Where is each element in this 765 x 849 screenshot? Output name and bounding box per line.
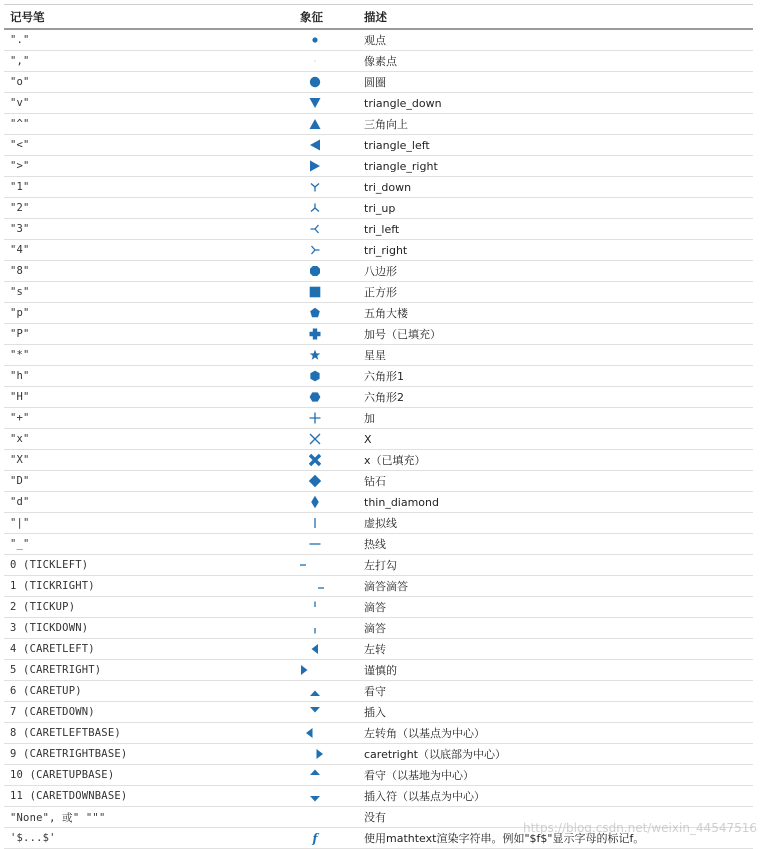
marker-code: 0 (TICKLEFT) [4, 555, 294, 576]
triangle-up-icon [294, 115, 338, 133]
marker-code: 6 (CARETUP) [4, 681, 294, 702]
marker-code: "1" [4, 177, 294, 198]
marker-code: ">" [4, 156, 294, 177]
marker-description: 看守（以基地为中心） [358, 765, 753, 786]
marker-description: 六角形1 [358, 366, 753, 387]
marker-symbol-cell [294, 135, 358, 156]
marker-code: "*" [4, 345, 294, 366]
marker-code: "|" [4, 513, 294, 534]
marker-description: 钻石 [358, 471, 753, 492]
tickleft-icon [294, 556, 338, 574]
tickright-icon [294, 577, 338, 595]
x-filled-icon [294, 451, 338, 469]
marker-code: "4" [4, 240, 294, 261]
marker-code: "p" [4, 303, 294, 324]
marker-code: "s" [4, 282, 294, 303]
marker-symbol-cell [294, 786, 358, 807]
table-row [4, 324, 753, 345]
marker-symbol-cell [294, 93, 358, 114]
table-row [4, 303, 753, 324]
svg-text:f: f [312, 831, 318, 846]
pixel-marker-icon [294, 52, 338, 70]
marker-code: 7 (CARETDOWN) [4, 702, 294, 723]
marker-table [4, 4, 753, 849]
table-row [4, 513, 753, 534]
marker-code: "," [4, 51, 294, 72]
octagon-icon [294, 262, 338, 280]
thin-diamond-icon [294, 493, 338, 511]
marker-description: 三角向上 [358, 114, 753, 135]
marker-symbol-cell [294, 156, 358, 177]
table-row [4, 51, 753, 72]
marker-description: thin_diamond [358, 492, 753, 513]
table-row [4, 786, 753, 807]
table-row [4, 429, 753, 450]
caretleftbase-icon [294, 724, 338, 742]
plus-icon [294, 409, 338, 427]
tri-up-icon [294, 199, 338, 217]
marker-code: 1 (TICKRIGHT) [4, 576, 294, 597]
marker-symbol-cell [294, 618, 358, 639]
triangle-left-icon [294, 136, 338, 154]
table-row [4, 807, 753, 828]
marker-code: "8" [4, 261, 294, 282]
marker-symbol-cell [294, 681, 358, 702]
marker-symbol-cell [294, 702, 358, 723]
marker-description: 插入符（以基点为中心） [358, 786, 753, 807]
marker-symbol-cell [294, 366, 358, 387]
table-row [4, 93, 753, 114]
marker-description: tri_right [358, 240, 753, 261]
caretrightbase-icon [294, 745, 338, 763]
caretright-icon [294, 661, 338, 679]
hexagon2-icon [294, 388, 338, 406]
marker-description: 滴答滴答 [358, 576, 753, 597]
circle-marker-icon [294, 73, 338, 91]
marker-description: 圆圈 [358, 72, 753, 93]
marker-code: 9 (CARETRIGHTBASE) [4, 744, 294, 765]
table-row [4, 576, 753, 597]
table-row [4, 660, 753, 681]
marker-description: x（已填充） [358, 450, 753, 471]
marker-code: "o" [4, 72, 294, 93]
table-row [4, 240, 753, 261]
table-row [4, 345, 753, 366]
marker-code: "d" [4, 492, 294, 513]
table-row [4, 702, 753, 723]
marker-code: "2" [4, 198, 294, 219]
marker-symbol-cell [294, 639, 358, 660]
marker-description: tri_left [358, 219, 753, 240]
table-row [4, 387, 753, 408]
triangle-right-icon [294, 157, 338, 175]
table-row [4, 639, 753, 660]
marker-symbol-cell [294, 387, 358, 408]
marker-code: 2 (TICKUP) [4, 597, 294, 618]
table-row [4, 408, 753, 429]
hline-icon [294, 535, 338, 553]
marker-code: "D" [4, 471, 294, 492]
marker-symbol-cell [294, 723, 358, 744]
marker-description: tri_up [358, 198, 753, 219]
marker-code: "<" [4, 135, 294, 156]
tri-down-icon [294, 178, 338, 196]
diamond-icon [294, 472, 338, 490]
marker-description: 看守 [358, 681, 753, 702]
tri-left-icon [294, 220, 338, 238]
table-row [4, 450, 753, 471]
marker-description: 插入 [358, 702, 753, 723]
table-row [4, 555, 753, 576]
none-icon [294, 808, 338, 826]
marker-code: "." [4, 29, 294, 51]
caretleft-icon [294, 640, 338, 658]
marker-description: triangle_right [358, 156, 753, 177]
marker-symbol-cell [294, 261, 358, 282]
marker-description: 谨慎的 [358, 660, 753, 681]
marker-description: 五角大楼 [358, 303, 753, 324]
header-code: 记号笔 [4, 5, 294, 30]
table-row [4, 177, 753, 198]
marker-symbol-cell [294, 51, 358, 72]
marker-description: 滴答 [358, 597, 753, 618]
table-row [4, 492, 753, 513]
tickdown-icon [294, 619, 338, 637]
marker-symbol-cell [294, 534, 358, 555]
marker-code: 4 (CARETLEFT) [4, 639, 294, 660]
marker-code: "x" [4, 429, 294, 450]
marker-description: 八边形 [358, 261, 753, 282]
table-row [4, 261, 753, 282]
marker-symbol-cell [294, 744, 358, 765]
marker-description: 热线 [358, 534, 753, 555]
marker-symbol-cell [294, 324, 358, 345]
hexagon1-icon [294, 367, 338, 385]
watermark: https://blog.csdn.net/weixin_44547516 [522, 821, 757, 835]
marker-code: "+" [4, 408, 294, 429]
header-description: 描述 [358, 5, 753, 30]
marker-description: 加号（已填充） [358, 324, 753, 345]
marker-code: 5 (CARETRIGHT) [4, 660, 294, 681]
marker-symbol-cell [294, 492, 358, 513]
table-row [4, 744, 753, 765]
marker-symbol-cell [294, 765, 358, 786]
marker-symbol-cell [294, 576, 358, 597]
vline-icon [294, 514, 338, 532]
marker-symbol-cell [294, 114, 358, 135]
marker-code: "h" [4, 366, 294, 387]
marker-symbol-cell [294, 429, 358, 450]
marker-code: 10 (CARETUPBASE) [4, 765, 294, 786]
pentagon-icon [294, 304, 338, 322]
table-row [4, 72, 753, 93]
marker-description: triangle_down [358, 93, 753, 114]
caretupbase-icon [294, 766, 338, 784]
marker-code: 11 (CARETDOWNBASE) [4, 786, 294, 807]
marker-description: triangle_left [358, 135, 753, 156]
marker-description: 正方形 [358, 282, 753, 303]
marker-description: caretright（以底部为中心） [358, 744, 753, 765]
marker-code: "v" [4, 93, 294, 114]
marker-symbol-cell [294, 29, 358, 51]
table-row [4, 471, 753, 492]
triangle-down-icon [294, 94, 338, 112]
star-icon [294, 346, 338, 364]
marker-description: tri_down [358, 177, 753, 198]
table-row [4, 156, 753, 177]
marker-symbol-cell [294, 240, 358, 261]
table-row [4, 366, 753, 387]
marker-symbol-cell [294, 198, 358, 219]
marker-symbol-cell [294, 303, 358, 324]
marker-symbol-cell [294, 513, 358, 534]
marker-description: 左转 [358, 639, 753, 660]
marker-symbol-cell [294, 555, 358, 576]
marker-description: 左打勾 [358, 555, 753, 576]
marker-description: 虚拟线 [358, 513, 753, 534]
table-row [4, 135, 753, 156]
marker-code: "_" [4, 534, 294, 555]
caretdownbase-icon [294, 787, 338, 805]
marker-description: 使用mathtext渲染字符串。例如"$f$"显示字母的标记f。 [358, 828, 753, 849]
marker-symbol-cell [294, 471, 358, 492]
table-row [4, 29, 753, 51]
marker-description: 像素点 [358, 51, 753, 72]
table-row [4, 765, 753, 786]
header-symbol: 象征 [294, 5, 358, 30]
square-icon [294, 283, 338, 301]
table-row [4, 828, 753, 849]
marker-symbol-cell [294, 219, 358, 240]
point-marker-icon [294, 31, 338, 49]
marker-symbol-cell [294, 72, 358, 93]
marker-code: 8 (CARETLEFTBASE) [4, 723, 294, 744]
table-row [4, 618, 753, 639]
marker-code: "H" [4, 387, 294, 408]
marker-code: "P" [4, 324, 294, 345]
marker-description: 六角形2 [358, 387, 753, 408]
marker-description: X [358, 429, 753, 450]
table-row [4, 282, 753, 303]
marker-symbol-cell [294, 408, 358, 429]
caretup-icon [294, 682, 338, 700]
x-icon [294, 430, 338, 448]
caretdown-icon [294, 703, 338, 721]
table-header-row [4, 5, 753, 30]
marker-symbol-cell [294, 597, 358, 618]
tri-right-icon [294, 241, 338, 259]
table-row [4, 114, 753, 135]
marker-code: "3" [4, 219, 294, 240]
marker-description: 加 [358, 408, 753, 429]
table-row [4, 681, 753, 702]
marker-description: 滴答 [358, 618, 753, 639]
mathtext-f-icon [294, 829, 338, 847]
marker-symbol-cell [294, 282, 358, 303]
plus-filled-icon [294, 325, 338, 343]
table-row [4, 198, 753, 219]
marker-code: "^" [4, 114, 294, 135]
marker-code: "X" [4, 450, 294, 471]
marker-description: 星星 [358, 345, 753, 366]
marker-description: 没有 [358, 807, 753, 828]
marker-code: "None", 或" """ [4, 807, 294, 828]
marker-description: 左转角（以基点为中心） [358, 723, 753, 744]
table-row [4, 723, 753, 744]
marker-code: '$...$' [4, 828, 294, 849]
marker-code: 3 (TICKDOWN) [4, 618, 294, 639]
marker-symbol-cell [294, 807, 358, 828]
marker-symbol-cell [294, 660, 358, 681]
marker-symbol-cell [294, 828, 358, 849]
marker-symbol-cell [294, 345, 358, 366]
table-row [4, 534, 753, 555]
table-row [4, 219, 753, 240]
marker-symbol-cell [294, 177, 358, 198]
marker-description: 观点 [358, 29, 753, 51]
marker-symbol-cell [294, 450, 358, 471]
tickup-icon [294, 598, 338, 616]
table-row [4, 597, 753, 618]
